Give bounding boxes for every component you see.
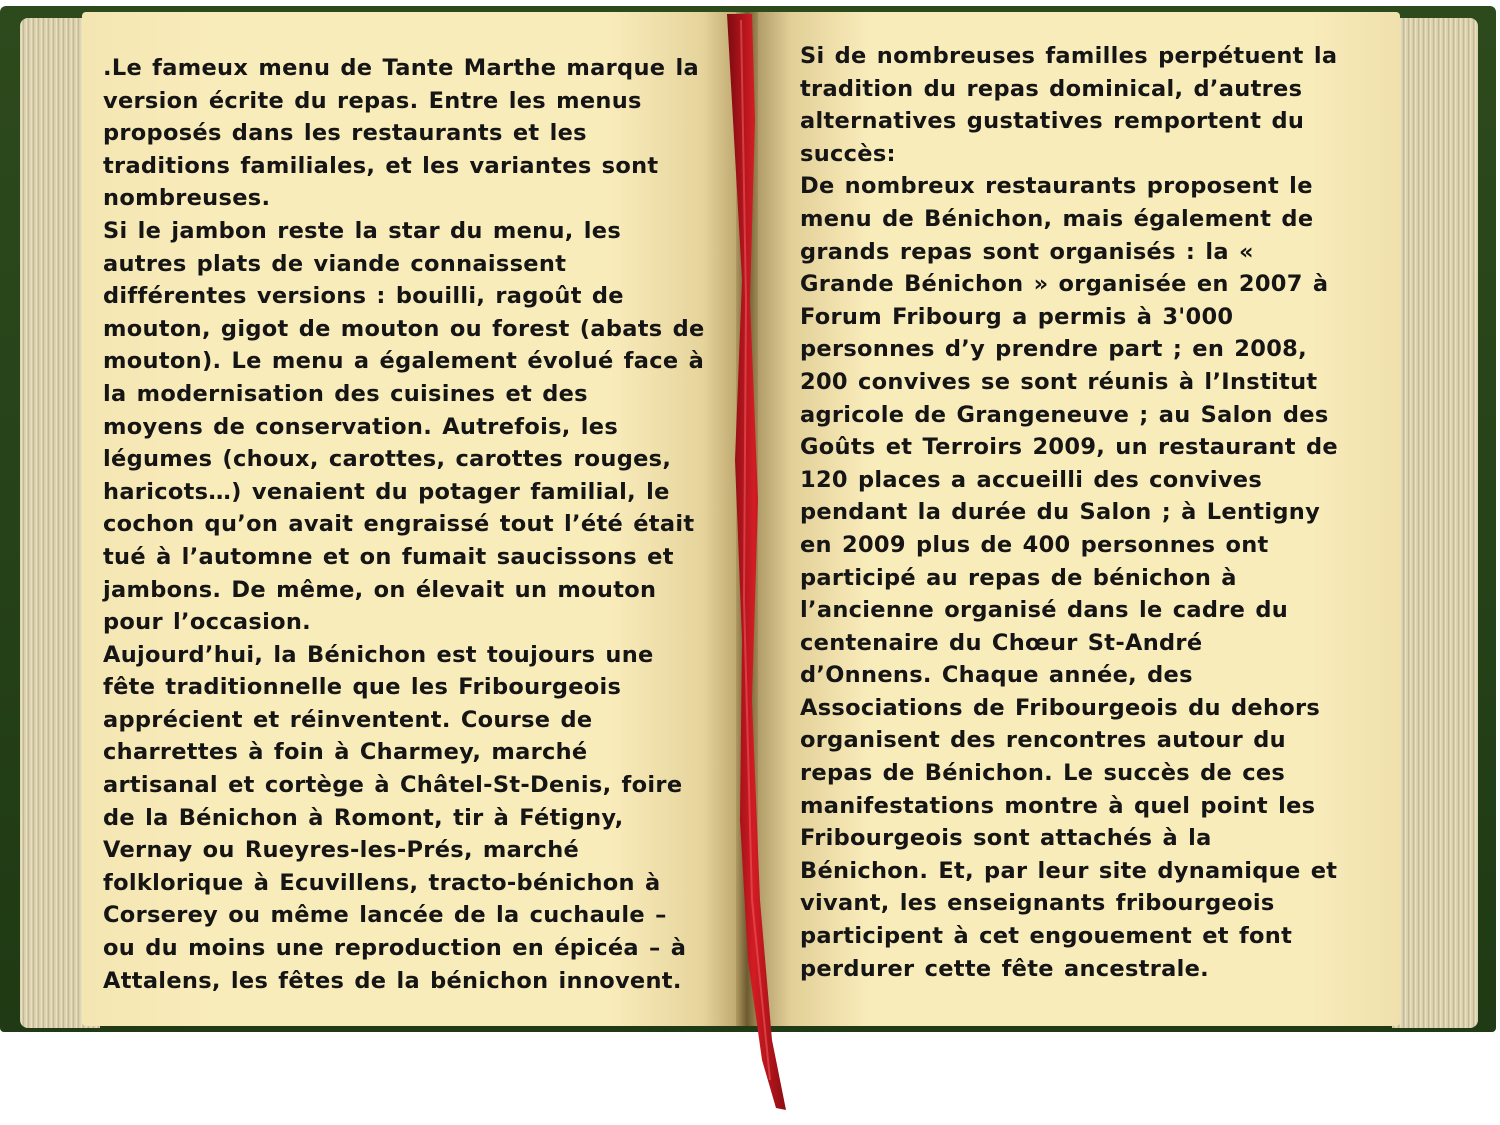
text-line: participent à cet engouement et font (800, 923, 1293, 950)
text-line: .Le fameux menu de Tante Marthe marque la (103, 55, 699, 81)
text-line: menu de Bénichon, mais également de (800, 205, 1314, 232)
text-line: Vernay ou Rueyres-les-Prés, marché (103, 837, 580, 864)
text-line: proposés dans les restaurants et les (103, 120, 587, 147)
text-line: légumes (choux, carottes, carottes rouges, (103, 446, 672, 473)
text-line: folklorique à Ecuvillens, tracto-bénichon à (103, 869, 661, 896)
text-line: mouton). Le menu a également évolué face à (103, 348, 705, 375)
text-line: De nombreux restaurants proposent le (800, 173, 1313, 200)
text-line: tué à l’automne et on fumait saucissons et (103, 543, 674, 570)
text-line: repas de Bénichon. Le succès de ces (800, 760, 1286, 787)
text-line: artisanal et cortège à Châtel-St-Denis, foire (103, 772, 683, 799)
text-line: autres plats de viande connaissent (103, 250, 567, 277)
text-line: Goûts et Terroirs 2009, un restaurant de (800, 434, 1338, 461)
text-line: personnes d’y prendre part ; en 2008, (800, 336, 1307, 363)
right-page-edges (1392, 18, 1478, 1028)
book-gutter (736, 12, 758, 1026)
text-line: alternatives gustatives remportent du (800, 108, 1305, 135)
text-line: Si de nombreuses familles perpétuent la (800, 43, 1338, 69)
text-line: succès: (800, 140, 896, 167)
text-line: version écrite du repas. Entre les menus (103, 87, 642, 114)
right-page-text (800, 40, 1360, 985)
text-line: Associations de Fribourgeois du dehors (800, 694, 1321, 721)
text-line: haricots…) venaient du potager familial, le (103, 478, 670, 505)
text-line: Si le jambon reste la star du menu, les (103, 217, 622, 244)
text-line: 120 places a accueilli des convives (800, 466, 1263, 493)
text-line: mouton, gigot de mouton ou forest (abats de (103, 315, 705, 342)
text-line: charrettes à foin à Charmey, marché (103, 739, 588, 766)
text-line: fête traditionnelle que les Fribourgeois (103, 674, 622, 701)
text-line: grands repas sont organisés : la « (800, 238, 1254, 265)
text-line: 200 convives se sont réunis à l’Institut (800, 368, 1318, 395)
text-line: jambons. De même, on élevait un mouton (103, 576, 657, 603)
text-line: vivant, les enseignants fribourgeois (800, 890, 1275, 917)
text-line: traditions familiales, et les variantes sont (103, 152, 659, 179)
text-line: de la Bénichon à Romont, tir à Fétigny, (103, 804, 624, 831)
text-line: moyens de conservation. Autrefois, les (103, 413, 619, 440)
text-line: la modernisation des cuisines et des (103, 380, 588, 407)
text-line: en 2009 plus de 400 personnes ont (800, 531, 1269, 558)
text-line: centenaire du Chœur St-André (800, 629, 1203, 656)
text-line: Forum Fribourg a permis à 3'000 (800, 303, 1234, 330)
text-line: pour l’occasion. (103, 609, 312, 636)
text-line: agricole de Grangeneuve ; au Salon des (800, 401, 1329, 428)
left-page-text (103, 52, 705, 997)
text-line: tradition du repas dominical, d’autres (800, 75, 1303, 102)
text-line: ou du moins une reproduction en épicéa – à (103, 935, 687, 962)
text-line: organisent des rencontres autour du (800, 727, 1286, 754)
text-line: apprécient et réinventent. Course de (103, 706, 593, 733)
text-line: manifestations montre à quel point les (800, 792, 1316, 819)
text-line: participé au repas de bénichon à (800, 564, 1237, 591)
text-line: nombreuses. (103, 185, 271, 212)
text-line: Grande Bénichon » organisée en 2007 à (800, 271, 1329, 298)
text-line: l’ancienne organisé dans le cadre du (800, 597, 1289, 624)
text-line: pendant la durée du Salon ; à Lentigny (800, 499, 1321, 526)
text-line: Corserey ou même lancée de la cuchaule – (103, 902, 667, 929)
text-line: Aujourd’hui, la Bénichon est toujours une (103, 641, 654, 668)
text-line: Bénichon. Et, par leur site dynamique et (800, 857, 1338, 884)
text-line: Fribourgeois sont attachés à la (800, 825, 1212, 852)
text-line: perdurer cette fête ancestrale. (800, 955, 1210, 982)
text-line: cochon qu’on avait engraissé tout l’été était (103, 511, 695, 538)
text-line: Attalens, les fêtes de la bénichon innovent. (103, 967, 682, 994)
text-line: d’Onnens. Chaque année, des (800, 662, 1193, 689)
text-line: différentes versions : bouilli, ragoût de (103, 283, 624, 310)
